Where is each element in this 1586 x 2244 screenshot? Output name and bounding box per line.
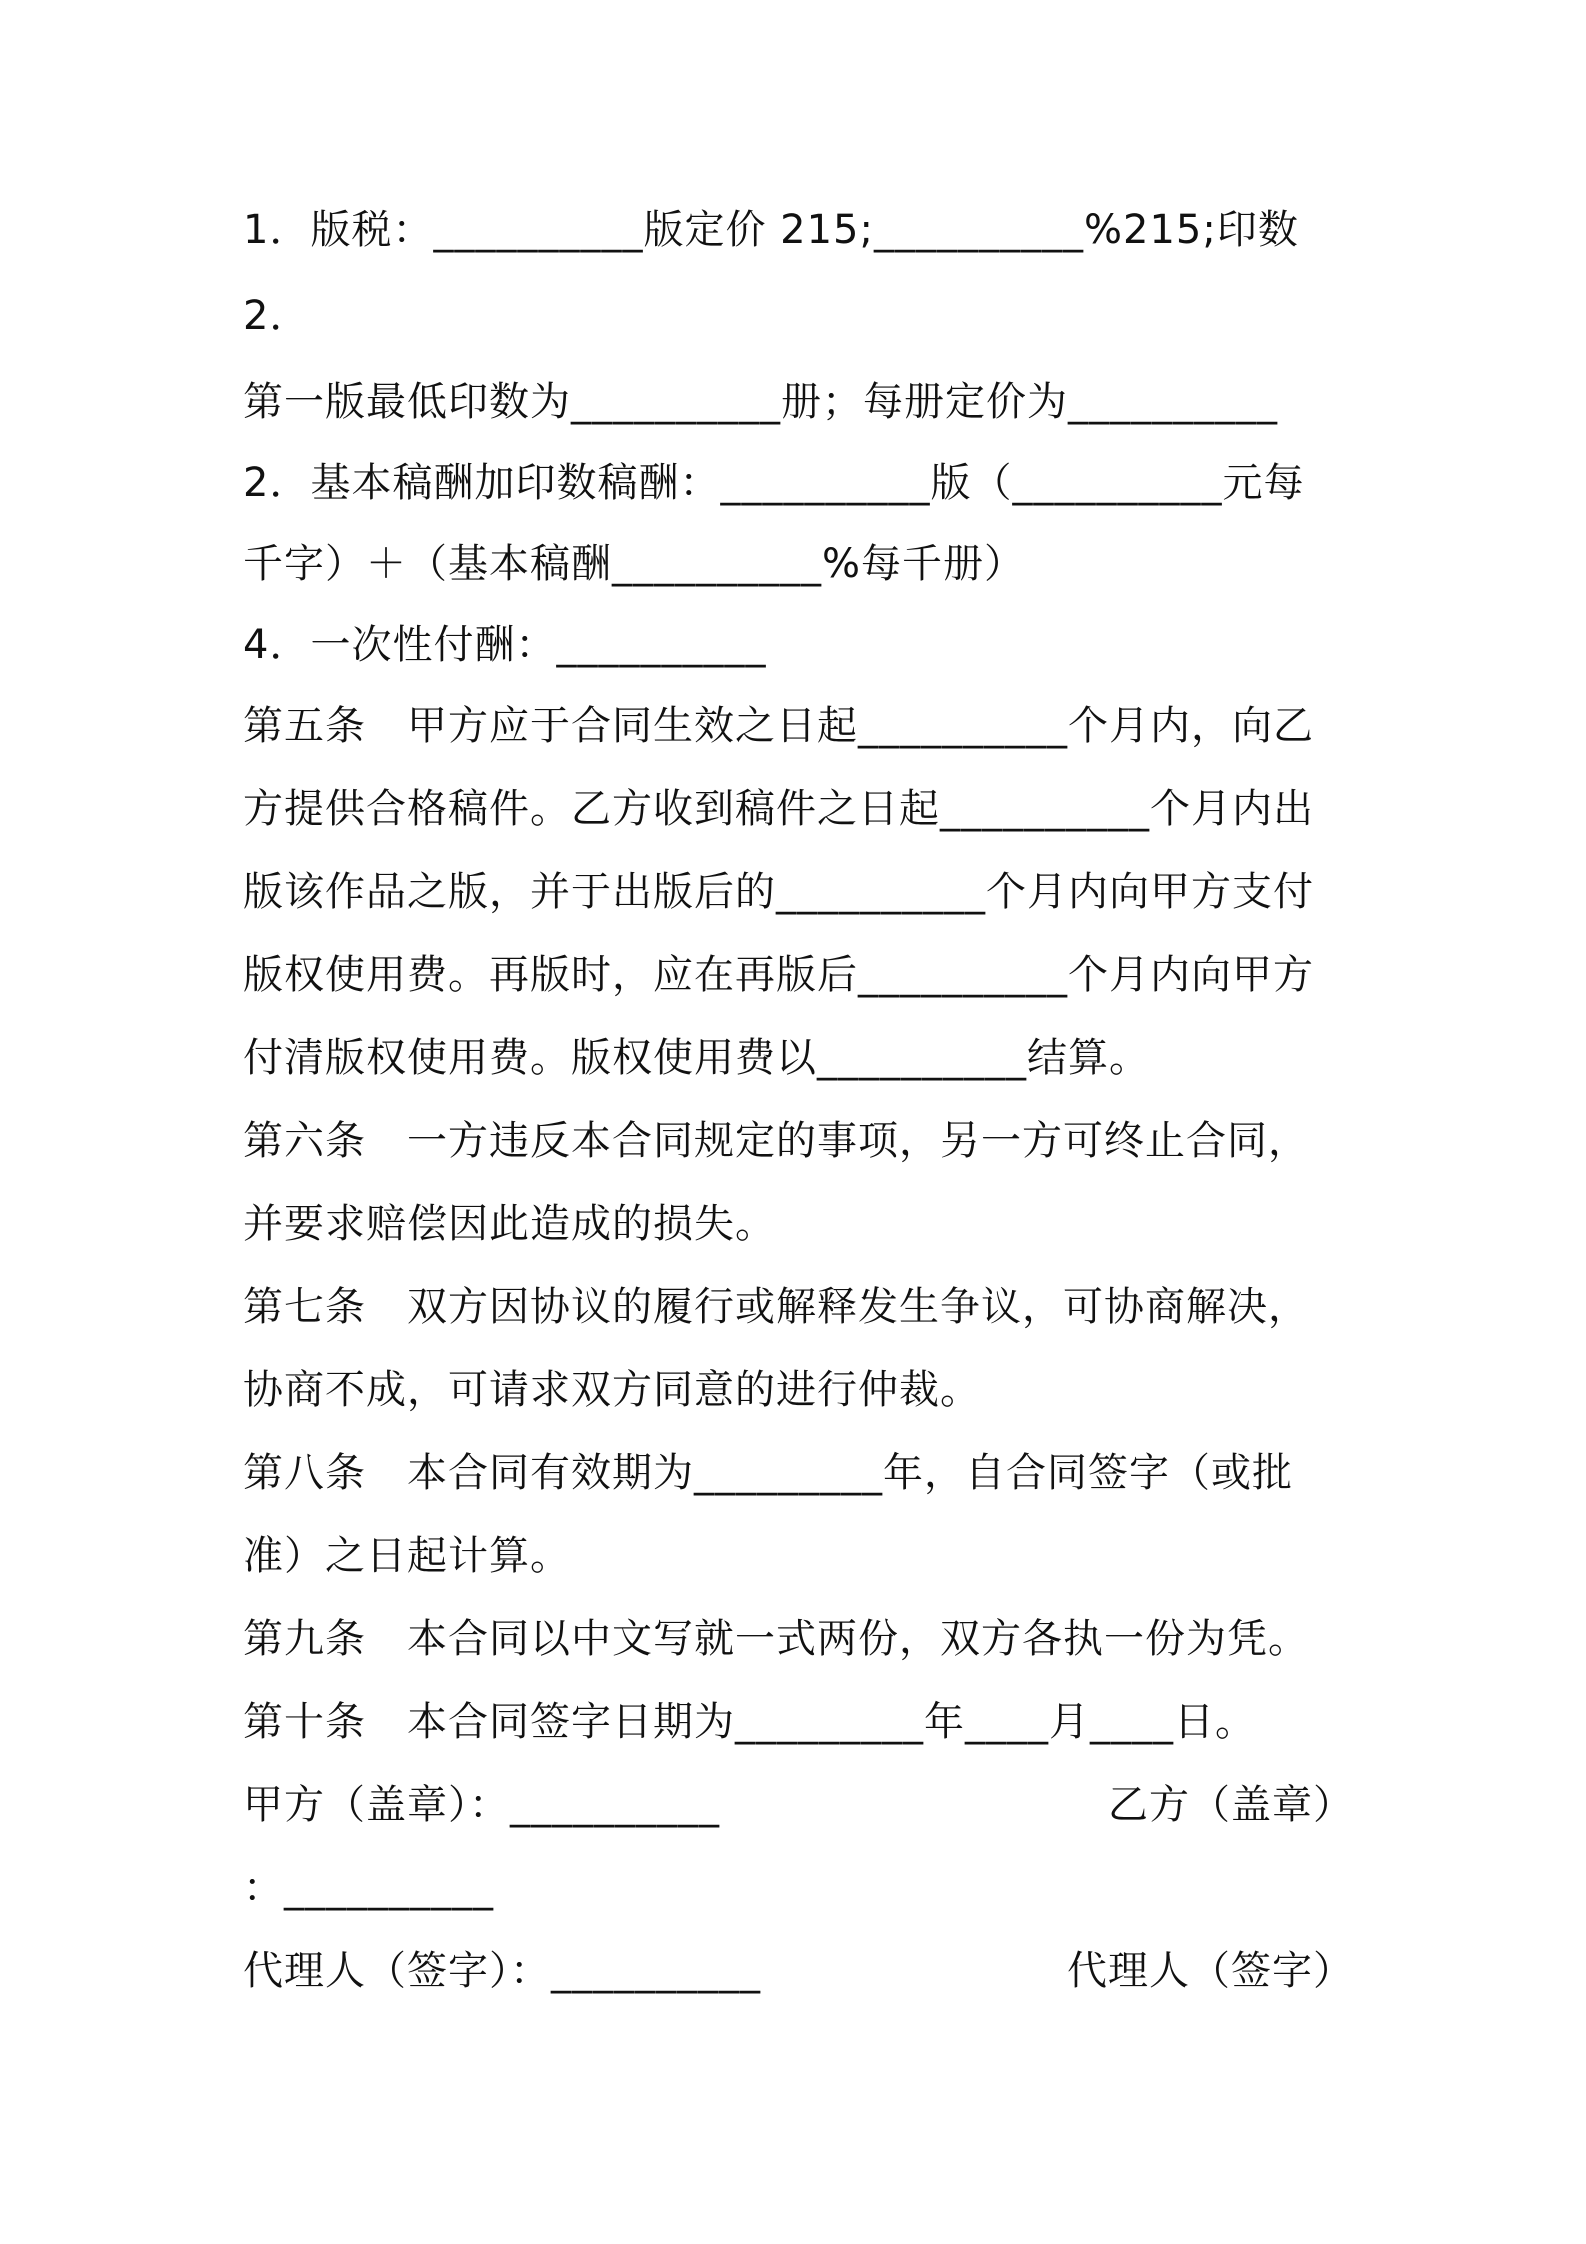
article-8-line-2: 准）之日起计算。 <box>243 1533 571 1579</box>
article-5-line-2: 方提供合格稿件。乙方收到稿件之日起__________个月内出 <box>243 786 1314 832</box>
party-a-seal: 甲方（盖章）：__________ <box>243 1782 720 1828</box>
basic-fee-line-cont: 千字）＋（基本稿酬__________%每千册） <box>243 541 1026 587</box>
item-2-label: 2． <box>243 293 311 339</box>
article-8-line-1: 第八条 本合同有效期为_________年，自合同签字（或批 <box>243 1450 1293 1496</box>
article-5-line-4: 版权使用费。再版时，应在再版后__________个月内向甲方 <box>243 952 1314 998</box>
article-5-line-3: 版该作品之版，并于出版后的__________个月内向甲方支付 <box>243 869 1314 915</box>
agent-b: 代理人（签字） <box>1067 1948 1354 1994</box>
party-b-seal-blank: ：__________ <box>243 1865 494 1911</box>
article-5-line-1: 第五条 甲方应于合同生效之日起__________个月内，向乙 <box>243 703 1314 749</box>
party-b-seal: 乙方（盖章） <box>1108 1782 1354 1828</box>
article-5-line-5: 付清版权使用费。版权使用费以__________结算。 <box>243 1035 1150 1081</box>
article-7-line-2: 协商不成，可请求双方同意的进行仲裁。 <box>243 1367 981 1413</box>
lump-sum-line: 4．一次性付酬：__________ <box>243 622 767 668</box>
agent-a: 代理人（签字）：__________ <box>243 1948 761 1994</box>
basic-fee-line: 2．基本稿酬加印数稿酬：__________版（__________元每 <box>243 460 1305 506</box>
article-6-line-2: 并要求赔偿因此造成的损失。 <box>243 1201 776 1247</box>
article-10-line: 第十条 本合同签字日期为_________年____月____日。 <box>243 1699 1256 1745</box>
royalty-line: 1．版税：__________版定价 215;__________%215;印数 <box>243 207 1299 253</box>
first-print-line: 第一版最低印数为__________册；每册定价为__________ <box>243 379 1278 425</box>
article-9-line: 第九条 本合同以中文写就一式两份，双方各执一份为凭。 <box>243 1616 1309 1662</box>
article-6-line-1: 第六条 一方违反本合同规定的事项，另一方可终止合同， <box>243 1118 1309 1164</box>
article-7-line-1: 第七条 双方因协议的履行或解释发生争议，可协商解决， <box>243 1284 1309 1330</box>
